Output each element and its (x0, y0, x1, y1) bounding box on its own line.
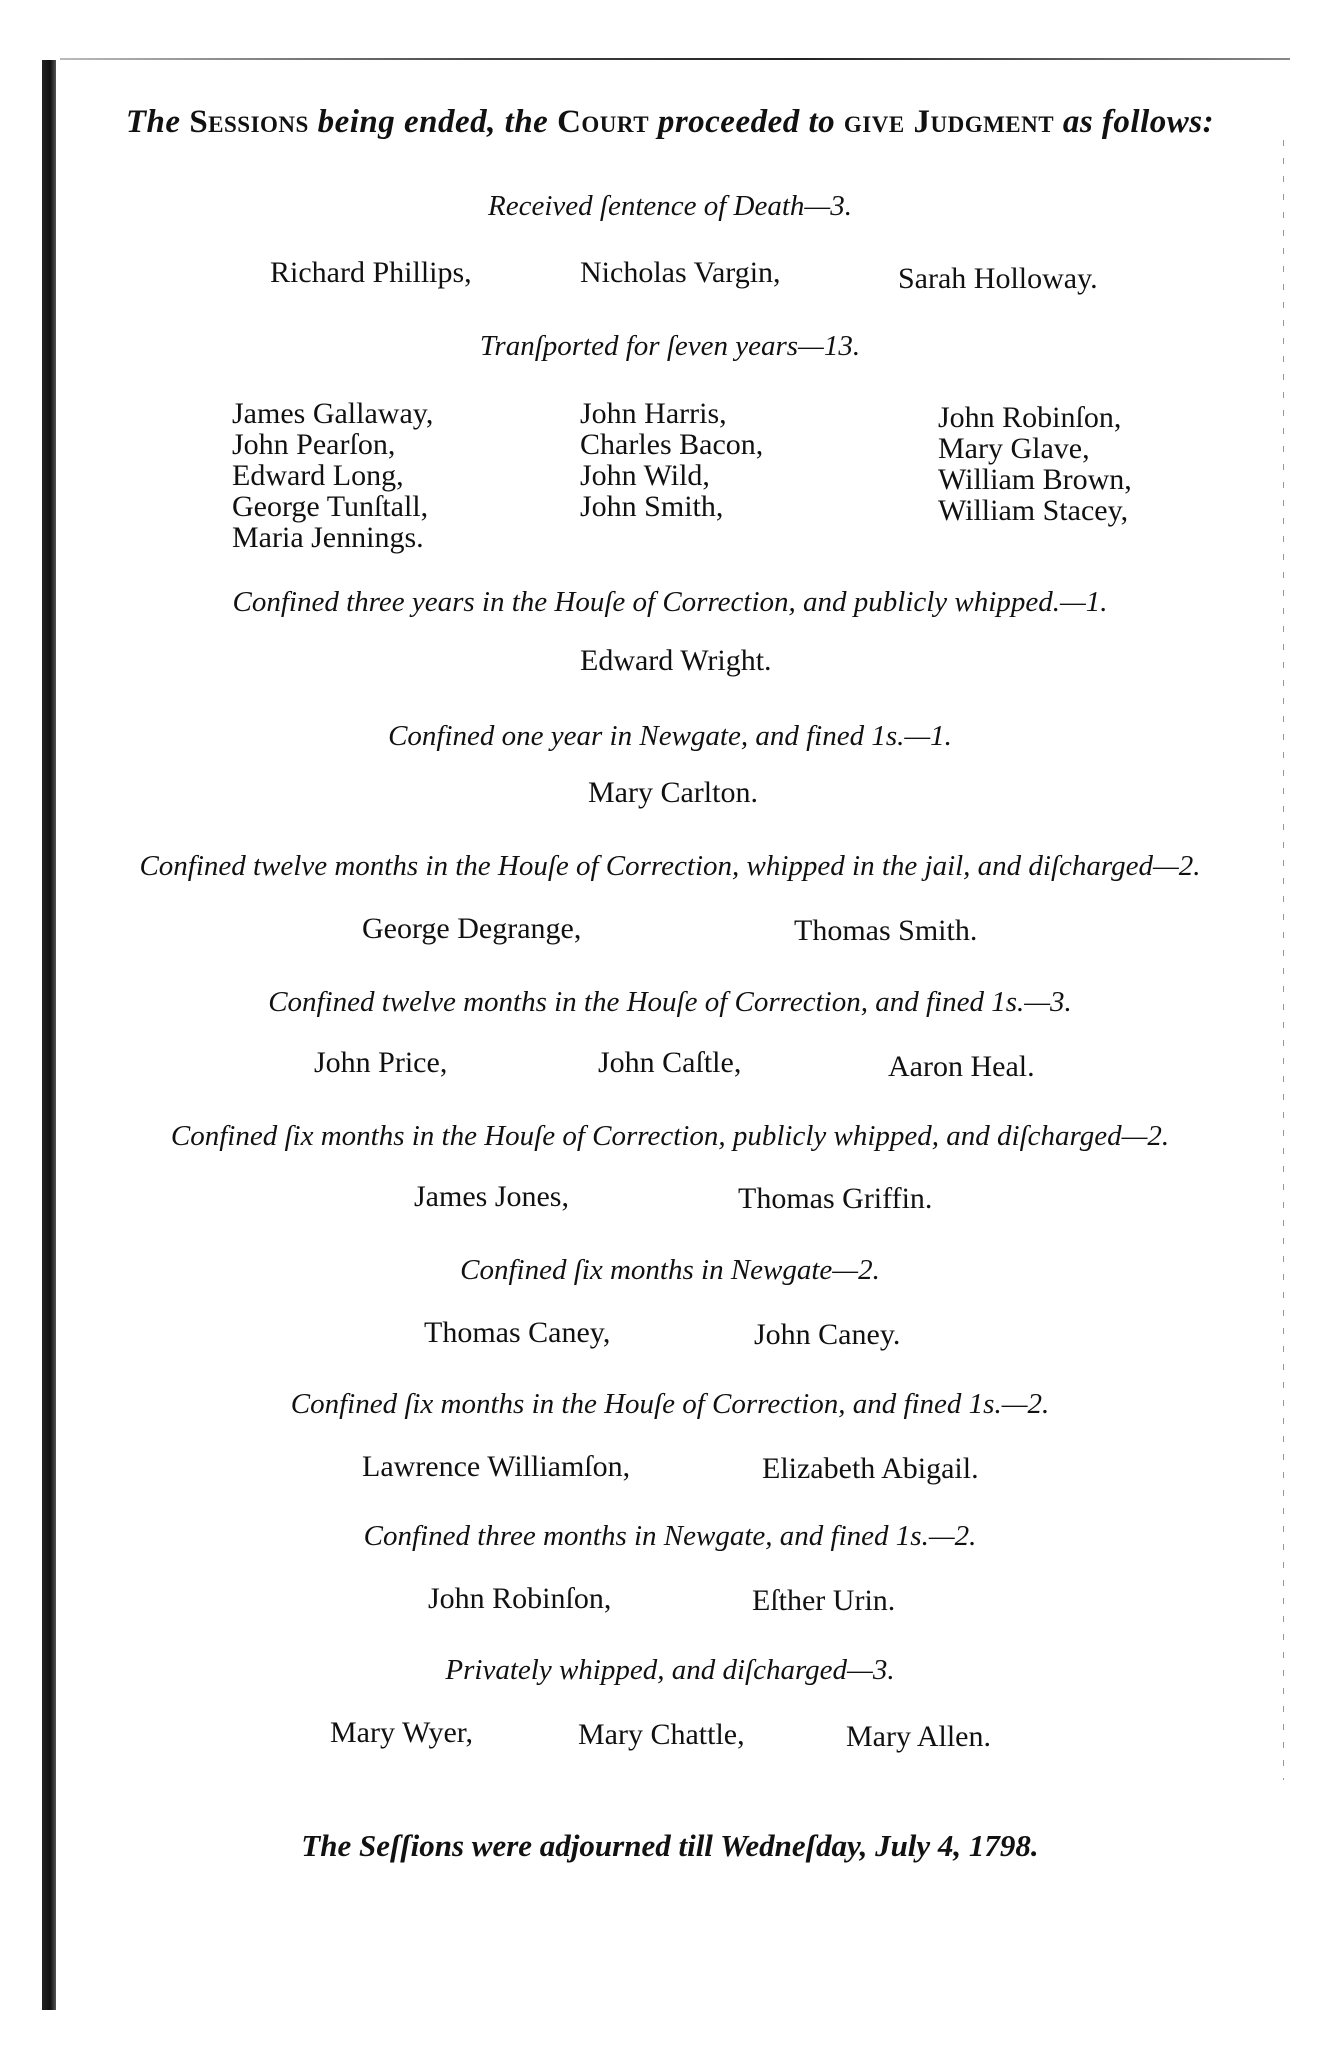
name-entry: John Wild, (580, 459, 710, 492)
name-entry: Thomas Smith. (794, 914, 978, 947)
name-entry: Mary Allen. (846, 1720, 991, 1753)
name-entry: Edward Wright. (580, 644, 772, 677)
name-entry: Richard Phillips, (270, 256, 472, 289)
name-entry: James Jones, (414, 1180, 569, 1213)
section-title: Confined three years in the Houſe of Correction, and publicly whipped.—1. (232, 586, 1108, 618)
name-column-middle (580, 398, 763, 522)
name-entry: George Tunſtall, (232, 490, 429, 523)
heading-give: give (843, 104, 905, 140)
top-rule (60, 58, 1290, 60)
name-entry: Thomas Griffin. (738, 1182, 933, 1215)
name-entry: John Robinſon, (428, 1582, 612, 1615)
name-entry: John Caſtle, (598, 1046, 742, 1079)
name-entry: Mary Wyer, (330, 1716, 474, 1749)
section-title: Confined one year in Newgate, and fined 1s.—1. (388, 720, 952, 752)
right-margin-rule (1283, 140, 1284, 1780)
name-entry: Aaron Heal. (888, 1050, 1035, 1083)
name-entry: Thomas Caney, (424, 1316, 611, 1349)
name-entry: Charles Bacon, (580, 428, 764, 461)
name-entry: William Stacey, (938, 494, 1129, 527)
name-entry: John Caney. (754, 1318, 901, 1351)
footer-adjournment: The Seſſions were adjourned till Wedneſday, July 4, 1798. (301, 1828, 1039, 1863)
section-title: Confined ſix months in Newgate—2. (460, 1254, 880, 1286)
heading-text: as follows: (1062, 104, 1215, 140)
name-entry: Elizabeth Abigail. (762, 1452, 979, 1485)
heading-judgment: Judgment (913, 104, 1055, 140)
heading-sessions: Sessions (189, 104, 309, 140)
section-title: Confined ſix months in the Houſe of Correction, and fined 1s.—2. (290, 1388, 1050, 1420)
name-entry: George Degrange, (362, 912, 582, 945)
name-column-right (938, 402, 1132, 526)
heading-text: being ended, the (317, 104, 549, 140)
name-entry: Mary Chattle, (578, 1718, 745, 1751)
section-title: Confined twelve months in the Houſe of Correction, and fined 1s.—3. (268, 986, 1072, 1018)
name-column-left (232, 398, 433, 553)
name-entry: John Smith, (580, 490, 724, 523)
name-entry: John Price, (314, 1046, 448, 1079)
name-entry: Nicholas Vargin, (580, 256, 781, 289)
name-entry: Lawrence Williamſon, (362, 1450, 631, 1483)
name-entry: Mary Glave, (938, 432, 1090, 465)
heading-court: Court (557, 104, 650, 140)
name-entry: Mary Carlton. (588, 776, 758, 809)
name-entry: John Pearſon, (232, 428, 396, 461)
section-title: Confined ſix months in the Houſe of Correction, publicly whipped, and diſcharged—2. (170, 1120, 1170, 1152)
name-entry: John Harris, (580, 397, 727, 430)
name-entry: Sarah Holloway. (898, 262, 1098, 295)
name-entry: Maria Jennings. (232, 521, 424, 554)
name-entry: William Brown, (938, 463, 1132, 496)
book-spine-shadow (42, 60, 56, 2010)
heading-text: The (125, 104, 181, 140)
name-entry: John Robinſon, (938, 401, 1122, 434)
heading-text: proceeded to (657, 104, 836, 140)
page-heading (120, 104, 1220, 141)
name-entry: Eſther Urin. (752, 1584, 896, 1617)
section-title-transported: Tranſported for ſeven years—13. (479, 330, 861, 362)
name-entry: James Gallaway, (232, 397, 434, 430)
section-title: Confined twelve months in the Houſe of Correction, whipped in the jail, and diſcharged—2. (139, 850, 1201, 882)
name-entry: Edward Long, (232, 459, 404, 492)
section-title: Privately whipped, and diſcharged—3. (445, 1654, 895, 1686)
section-title-death: Received ſentence of Death—3. (488, 190, 852, 222)
section-title: Confined three months in Newgate, and fined 1s.—2. (363, 1520, 977, 1552)
